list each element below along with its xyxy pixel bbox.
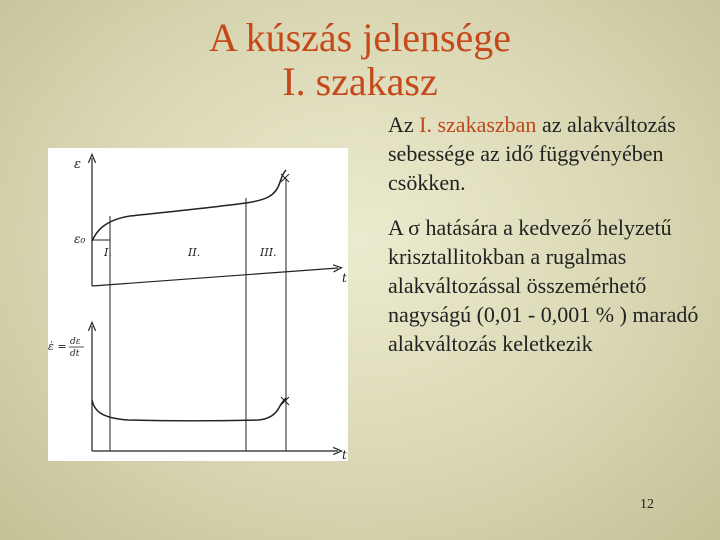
lower-y-label-den: dt bbox=[70, 349, 80, 359]
lower-x-label: t bbox=[342, 448, 347, 461]
paragraph-1-rest: az alakváltozás sebessége az idő függvényében csökken. bbox=[388, 112, 676, 195]
creep-strain-curve bbox=[92, 170, 286, 241]
paragraph-1-highlight: I. szakaszban bbox=[419, 112, 537, 137]
strain-rate-curve bbox=[92, 398, 286, 421]
creep-curve-figure bbox=[48, 148, 348, 461]
upper-x-label: t bbox=[342, 271, 347, 285]
paragraph-1 bbox=[388, 110, 708, 197]
eps0-label: ε₀ bbox=[74, 232, 86, 246]
stage-label-3: III. bbox=[260, 246, 277, 259]
upper-y-label: ε bbox=[74, 157, 81, 172]
creep-diagram bbox=[48, 148, 348, 461]
title-line-2: I. szakasz bbox=[282, 59, 438, 104]
page-number: 12 bbox=[640, 497, 654, 512]
lower-y-label-lhs: ε̇ = bbox=[48, 340, 67, 353]
paragraph-2: A σ hatására a kedvező helyzetű krisztallitokban a rugalmas alakváltozással összemérhető nagyságú (0,01 - 0,001 % ) maradó alakváltozás keletkezik bbox=[388, 215, 699, 356]
stage-label-1: I. bbox=[104, 246, 112, 259]
lower-y-label-num: dε bbox=[70, 337, 81, 347]
slide-title bbox=[150, 16, 570, 104]
paragraph-1-prefix: Az bbox=[388, 112, 420, 137]
title-line-1: A kúszás jelensége bbox=[208, 15, 512, 60]
stage-label-2: II. bbox=[188, 246, 201, 259]
upper-x-axis bbox=[92, 268, 338, 286]
